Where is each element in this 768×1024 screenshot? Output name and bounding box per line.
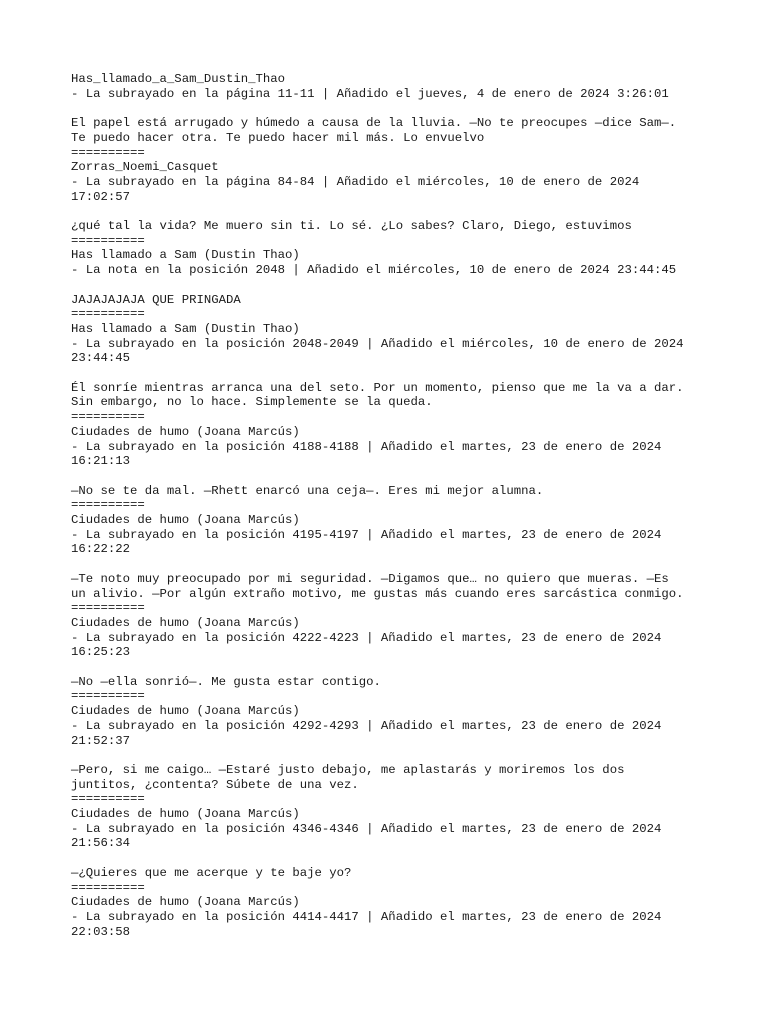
highlight-text: —Pero, si me caigo… —Estaré justo debajo, me aplastarás y moriremos los dos [71,762,625,777]
highlight-text: —No —ella sonrió—. Me gusta estar contigo. [71,674,381,689]
entry-meta: 17:02:57 [71,189,131,204]
clippings-document [71,72,711,939]
entry-separator: ========== [71,880,145,895]
entry-meta: - La subrayado en la posición 4414-4417 | Añadido el martes, 23 de enero de 2024 [71,909,662,924]
blank-line [71,748,711,763]
blank-line [71,101,711,116]
entry-meta: 16:22:22 [71,542,131,557]
entry-title: Ciudades de humo (Joana Marcús) [71,513,300,528]
entry-separator: ========== [71,601,145,616]
entry-separator: ========== [71,233,145,248]
highlight-text: JAJAJAJAJA QUE PRINGADA [71,292,241,307]
entry-meta: - La subrayado en la página 11-11 | Añadido el jueves, 4 de enero de 2024 3:26:01 [71,86,669,101]
entry-meta: - La nota en la posición 2048 | Añadido el miércoles, 10 de enero de 2024 23:44:45 [71,263,677,278]
blank-line [71,469,711,484]
highlight-text: Sin embargo, no lo hace. Simplemente se la queda. [71,395,433,410]
entry-meta: - La subrayado en la posición 4346-4346 | Añadido el martes, 23 de enero de 2024 [71,821,662,836]
highlight-text: Te puedo hacer otra. Te puedo hacer mil más. Lo envuelvo [71,130,485,145]
entry-separator: ========== [71,410,145,425]
entry-meta: - La subrayado en la posición 2048-2049 | Añadido el miércoles, 10 de enero de 2024 [71,336,684,351]
entry-meta: 16:25:23 [71,645,131,660]
entry-meta: 21:52:37 [71,733,131,748]
entry-title: Ciudades de humo (Joana Marcús) [71,807,300,822]
entry-title: Has llamado a Sam (Dustin Thao) [71,321,300,336]
entry-title: Has llamado a Sam (Dustin Thao) [71,248,300,263]
entry-meta: 16:21:13 [71,454,131,469]
entry-title: Has_llamado_a_Sam_Dustin_Thao [71,72,286,86]
entry-separator: ========== [71,689,145,704]
highlight-text: El papel está arrugado y húmedo a causa de la lluvia. —No te preocupes —dice Sam—. [71,116,677,131]
highlight-text: ¿qué tal la vida? Me muero sin ti. Lo sé. ¿Lo sabes? Claro, Diego, estuvimos [71,219,632,233]
entry-meta: 21:56:34 [71,836,131,851]
entry-meta: 23:44:45 [71,351,131,366]
entry-separator: ========== [71,145,145,160]
entry-meta: - La subrayado en la página 84-84 | Añadido el miércoles, 10 de enero de 2024 [71,174,640,189]
highlight-text: —No se te da mal. —Rhett enarcó una ceja—. Eres mi mejor alumna. [71,483,544,498]
entry-title: Ciudades de humo (Joana Marcús) [71,895,300,910]
entry-meta: - La subrayado en la posición 4222-4223 | Añadido el martes, 23 de enero de 2024 [71,630,662,645]
entry-separator: ========== [71,792,145,807]
blank-line [71,660,711,675]
entry-separator: ========== [71,498,145,513]
entry-title: Zorras_Noemi_Casquet [71,160,219,175]
blank-line [71,278,711,293]
entry-meta: - La subrayado en la posición 4188-4188 | Añadido el martes, 23 de enero de 2024 [71,439,662,454]
highlight-text: juntitos, ¿contenta? Súbete de una vez. [71,777,359,792]
entry-meta: - La subrayado en la posición 4195-4197 | Añadido el martes, 23 de enero de 2024 [71,527,662,542]
entry-meta: 22:03:58 [71,924,131,939]
highlight-text: —¿Quieres que me acerque y te baje yo? [71,865,352,880]
entry-meta: - La subrayado en la posición 4292-4293 | Añadido el martes, 23 de enero de 2024 [71,718,662,733]
highlight-text: un alivio. —Por algún extraño motivo, me gustas más cuando eres sarcástica conmigo. [71,586,684,601]
blank-line [71,204,711,219]
entry-title: Ciudades de humo (Joana Marcús) [71,615,300,630]
highlight-text: Él sonríe mientras arranca una del seto. Por un momento, pienso que me la va a dar. [71,380,684,395]
blank-line [71,557,711,572]
entry-title: Ciudades de humo (Joana Marcús) [71,424,300,439]
entry-title: Ciudades de humo (Joana Marcús) [71,704,300,719]
blank-line [71,851,711,866]
blank-line [71,366,711,381]
highlight-text: —Te noto muy preocupado por mi seguridad. —Digamos que… no quiero que mueras. —Es [71,571,669,586]
entry-separator: ========== [71,307,145,322]
